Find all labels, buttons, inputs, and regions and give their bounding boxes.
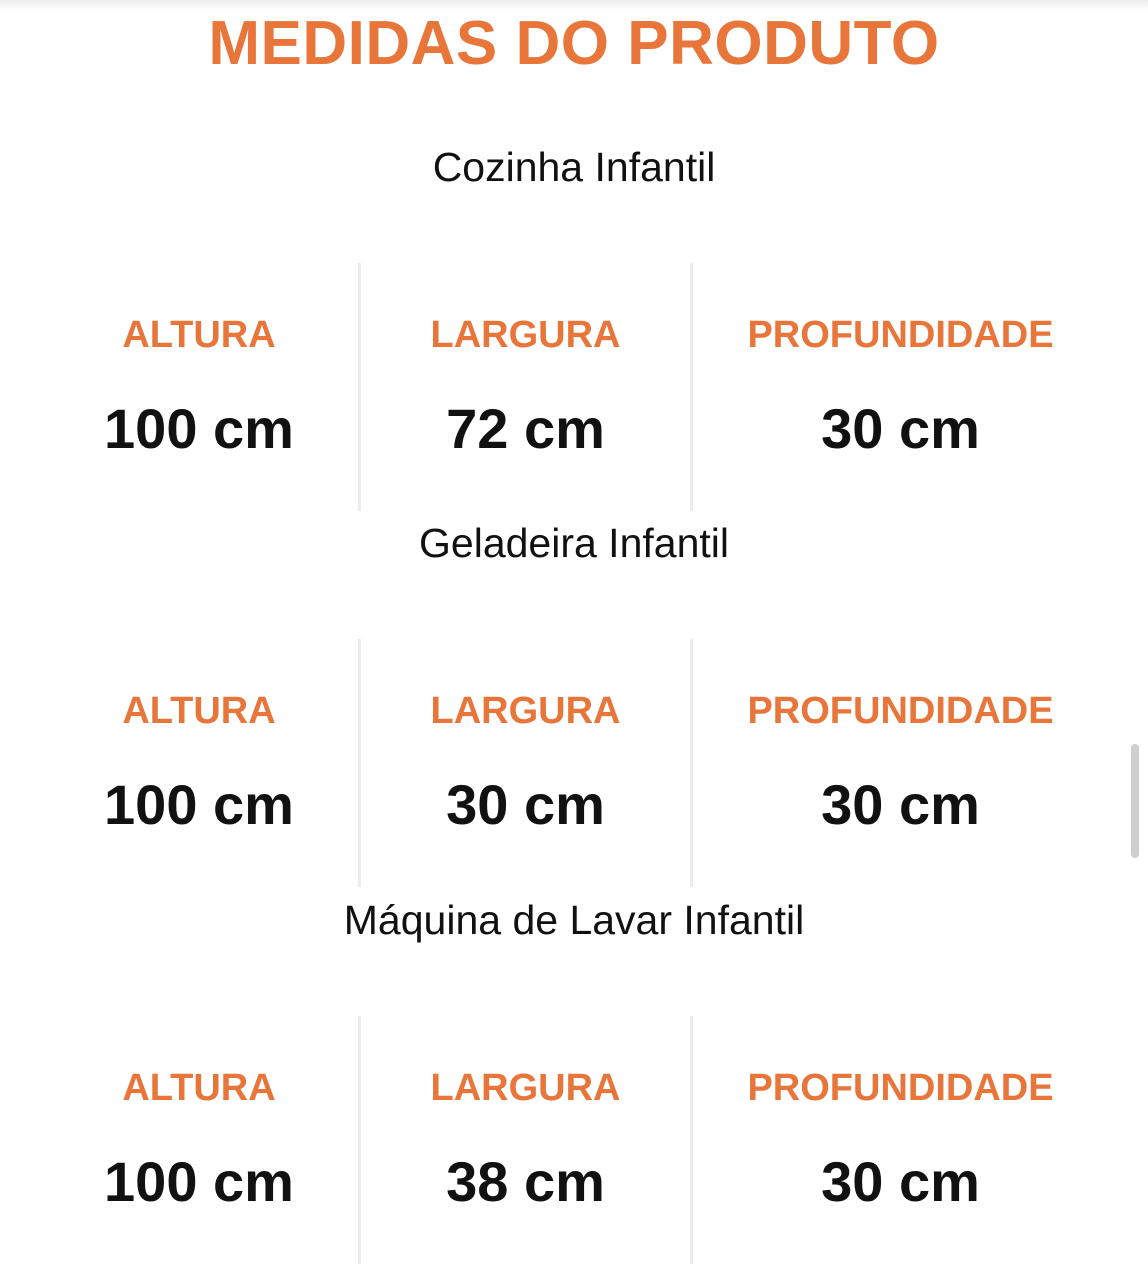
depth-value: 30 cm [821, 397, 980, 460]
section-title: Geladeira Infantil [419, 520, 729, 566]
product-section-cozinha [0, 143, 1148, 519]
scrollbar-thumb[interactable] [1131, 744, 1139, 858]
width-measure [361, 689, 690, 835]
height-measure [40, 689, 358, 835]
width-label: LARGURA [430, 1067, 621, 1109]
height-label: ALTURA [122, 1067, 276, 1109]
section-title: Máquina de Lavar Infantil [343, 897, 805, 943]
width-measure [361, 313, 690, 459]
width-label: LARGURA [430, 314, 621, 356]
height-value: 100 cm [104, 1150, 294, 1213]
height-measure [40, 1066, 358, 1212]
height-value: 100 cm [104, 773, 294, 836]
depth-measure [693, 689, 1108, 835]
depth-measure [693, 1066, 1108, 1212]
product-section-geladeira [0, 519, 1148, 895]
width-measure [361, 1066, 690, 1212]
depth-measure [693, 313, 1108, 459]
depth-value: 30 cm [821, 773, 980, 836]
height-measure [40, 313, 358, 459]
width-value: 38 cm [446, 1150, 605, 1213]
width-label: LARGURA [430, 690, 621, 732]
section-title: Cozinha Infantil [432, 144, 716, 190]
depth-label: PROFUNDIDADE [747, 1067, 1054, 1109]
depth-label: PROFUNDIDADE [747, 314, 1054, 356]
height-value: 100 cm [104, 397, 294, 460]
width-value: 72 cm [446, 397, 605, 460]
depth-value: 30 cm [821, 1150, 980, 1213]
depth-label: PROFUNDIDADE [747, 690, 1054, 732]
height-label: ALTURA [122, 690, 276, 732]
page-title: MEDIDAS DO PRODUTO [208, 9, 940, 78]
width-value: 30 cm [446, 773, 605, 836]
product-section-maquina-de-lavar [0, 896, 1148, 1272]
height-label: ALTURA [122, 314, 276, 356]
